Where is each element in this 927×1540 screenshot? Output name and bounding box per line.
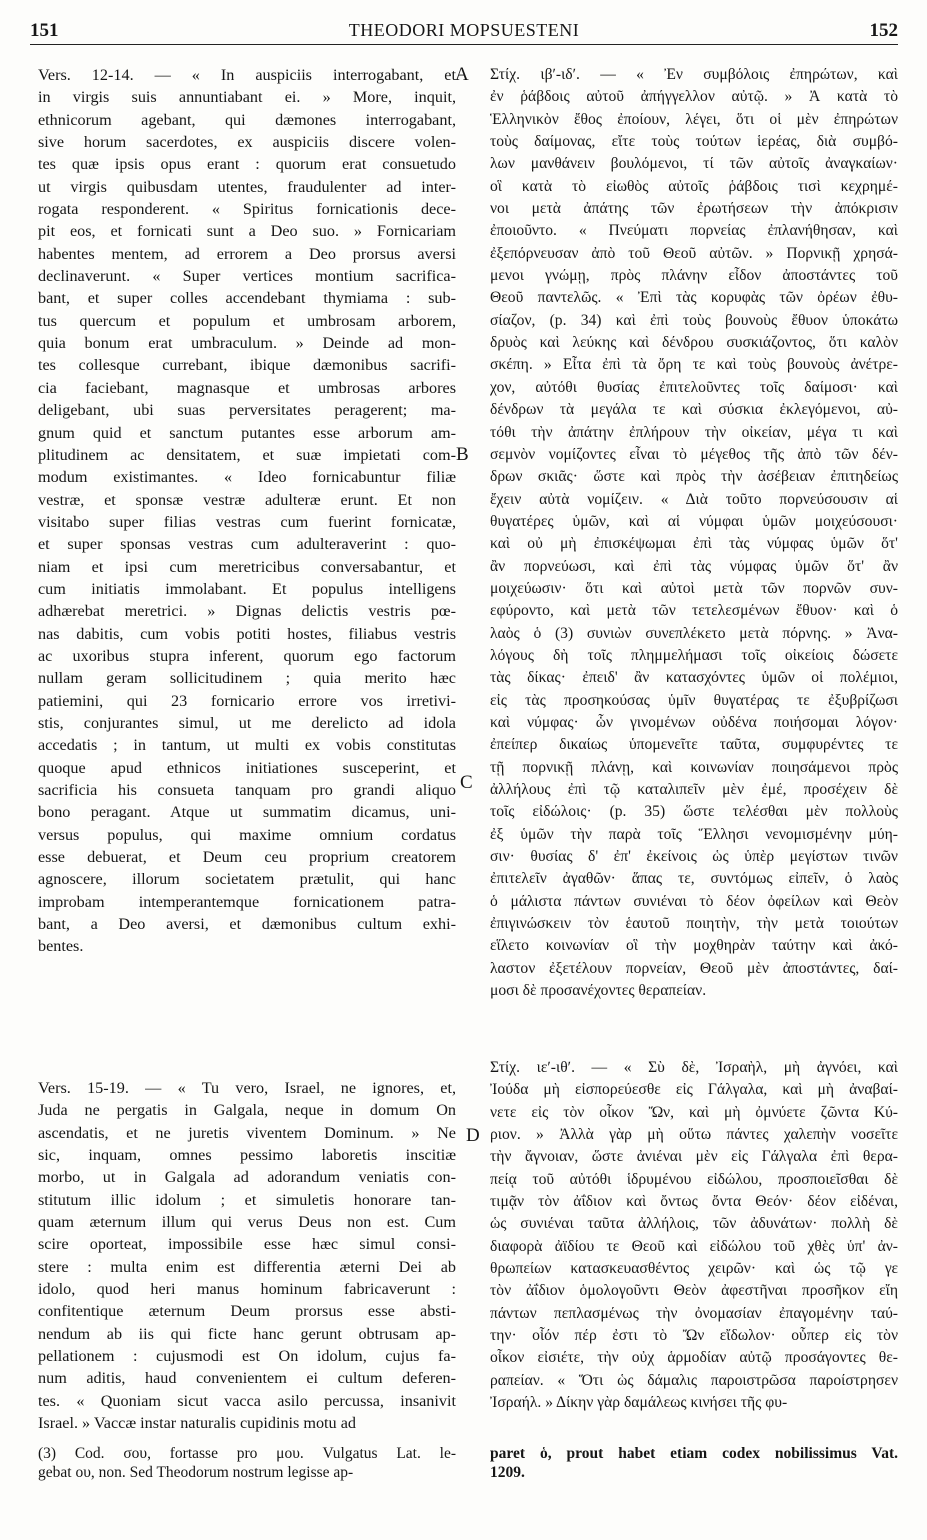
text-line: sic, inquam, omnes pessimo laboretis inscitiæ [38,1146,456,1165]
text-line: δένδρων τὰ μεγάλα τε καὶ σύσκια ἐκλεγόμενοι, αὐ- [490,401,898,419]
text-line: quoque apud ethnicos initiationes susceperint, et [38,758,456,777]
text-line: in virgis suis annuntiabant ei. » More, inquit, [38,88,456,107]
greek-text-block-2 [490,1057,898,1415]
text-line: χον, αὐτόθι θυσίας ἐπιτελοῦντες τοῖς δαίμοσι· καὶ [490,378,898,396]
text-line: cia faciebant, magnasque et umbrosas arbores [38,378,456,397]
text-line: καὶ νύμφας· ὧν γινομένων οὐδένα ποιήσομαι λόγον· [490,713,898,731]
text-line: sacrificia his consueta tanquam pro grandi aliquo [38,781,456,799]
text-line: σεμνὸν νομίζοντες εἶναι τὸ μέγεθος τῆς ἀπὸ τῶν δέν- [490,445,898,463]
text-line: nendum ab iis qui ficte hanc gerunt obtrusam ap- [38,1324,456,1343]
text-line: ὁ μάλιστα πάντων συνιέναι τὸ δέον ὀφείλων καὶ Θεὸν [490,892,898,910]
text-line: εἵλετο κοινωνίαν οἳ τὴν μοχθηρὰν ταύτην καὶ ἀκό- [490,937,898,955]
footnote-right [490,1444,898,1482]
text-line: ἀλλήλους ἐπὶ τῷ καταλιπεῖν μὲν ἐμέ, προσέχειν δὲ [490,781,898,798]
text-line: Ἰσραήλ. » Δίκην γὰρ δαμάλεως κινήσει τῆς φυ- [490,1394,788,1412]
text-line: cum initiatis immolabant. Et populus intelligens [38,579,456,598]
text-line: patiemini, qui 23 fornicario errore vos irretivi- [38,691,456,710]
text-line: adhærebat meretrici. » Dignas delictis vestris pœ- [38,602,456,621]
text-line: deligebant, ubi suas perversitates peragerent; ma- [38,401,456,420]
text-line: declinaverunt. « Super vertices montium sacrifica- [38,267,456,286]
text-line: τὸν ἀΐδιον ὁμολογοῦντι Θεὸν ἀφεστῆναι προσῆκον εἴη [490,1282,898,1300]
text-line: stere : multa enim est differentia æterni Dei ab [38,1257,456,1276]
text-line: λαστον ἐξετέλουν πορνείαν, Θεοῦ μὲν ἀποστάντες, δαί- [490,959,898,977]
text-line: vestræ, et sponsæ vestræ adulteræ erunt. Et non [38,490,456,509]
text-line: πείᾳ τοῦ αὐτόθι ἱδρυμένου εἰδώλου, προσποιεῖσθαι δὲ [490,1170,898,1188]
text-line: ραπείαν. « Ὅτι ὡς δάμαλις παροιστρῶσα παροίστρησεν [490,1371,898,1389]
text-line: paret ὁ, prout habet etiam codex nobilissimus Vat. [490,1445,898,1462]
text-line: λων μανθάνειν βουλόμενοι, τί τῶν αὐτοῖς ἀναγκαίων· [490,155,898,173]
text-line: improbam intemperantemque fornicationem patra- [38,892,456,911]
text-line: stis, conjurantes simul, ut me derelicto ad idola [38,713,456,732]
margin-marker-a: A [455,64,469,85]
text-line: νοι μετὰ ἀπάτης τῶν ἐρωτήσεων τὴν ἀπόκρισιν [490,200,898,218]
latin-text-block-1 [38,64,456,958]
text-line: Ἑλληνικὸν ἔθος ἐποίουν, λέγει, ὅτι οἱ μὲν ἐπηρώτων [490,110,898,128]
text-line: τὴν ἄγνοιαν, ὥστε ἀνιέναι μὲν εἰς Γάλγαλα ἐπὶ θερα- [490,1148,898,1166]
text-line: Israel. » Vaccæ instar naturalis cupidinis motu ad [38,1414,356,1433]
text-line: Στίχ. ιεʹ-ιθʹ. — « Σὺ δὲ, Ἰσραὴλ, μὴ ἀγνόει, καὶ [490,1059,898,1076]
text-line: ἂν πορνεύωσι, καὶ ἐπὶ τὰς νύμφας ὑμῶν ὅτ' ἂν [490,557,898,575]
text-line: οἳ κατὰ τὸ εἰωθὸς αὐτοῖς ῥάβδοις τισὶ κεχρημέ- [490,177,898,195]
text-line: gebat ου, non. Sed Theodorum nostrum legisse ap- [38,1464,354,1481]
text-line: plitudinem ac densitatem, et suæ impietati com- [38,445,456,464]
text-line: σίαζον, (p. 34) καὶ ἐπὶ τοὺς βουνοὺς ἔθυον ὑποκάτω [490,311,898,329]
text-line: πάντων πεπλασμένως τὴν ὀνομασίαν ἐπαγομένην ταύ- [490,1304,898,1322]
text-line: gnum quid et sanctum putantes esse arborum am- [38,423,456,442]
text-line: ἐπιγινώσκειν τὸν ἑαυτοῦ ποιητὴν, τὴν μετὰ τοιούτων [490,915,898,933]
text-line: num aditis, haud convenientem ei cultum deferen- [38,1369,456,1388]
text-line: scire oporteat, impossibile esse hæc simul consi- [38,1235,456,1254]
text-line: οἶκον εἰσιέτε, τὴν οὐχ ἁρμοδίαν αὐτῷ προσάγοντες θε- [490,1349,898,1367]
text-line: quam æternum illum qui verus Deus non est. Cum [38,1213,456,1232]
text-line: ἐπείπερ δικαίως ὑπομενεῖτε ταῦτα, συμφυρέντες τε [490,736,898,754]
text-line: et super sponsas vestras cum adulteraverint : quo- [38,535,456,554]
text-line: την· οἷόν πέρ ἐστι τὸ Ὤν εἴδωλον· οὗπερ εἰς τὸν [490,1327,898,1345]
text-line: versus populus, qui maxime omnium cordatus [38,825,456,844]
text-line: τὰς δίκας· ἐπειδ' ἂν κατασχόντες ὑμῶν οἱ πολέμιοι, [490,669,898,687]
text-line: bant, a Deo aversi, et dæmonibus cultum exhi- [38,915,456,934]
text-line: quia bonum erat umbraculum. » Deinde ad mon- [38,334,456,353]
text-line: morbo, ut in Galgala ad adorandum veniatis con- [38,1168,456,1187]
text-line: modum existimantes. « Ideo fornicabuntur filiæ [38,468,456,487]
text-line: ἔχειν αὐτὰ νομίζειν. « Διὰ τοῦτο πορνεύσουσιν αἱ [490,490,898,508]
text-line: εἰς τὰς προσηκούσας ὑμῖν θυγατέρας τε ἐξυβρίζωσι [490,691,898,709]
text-line: ethnicorum agebant, qui dæmones interrogabant, [38,110,456,129]
text-line: stitutum illic idolum ; et simuletis honorare tan- [38,1190,456,1209]
text-line: θρωπείων κατασκευασθέντος χειρῶν· καὶ ὡς τῷ γε [490,1260,898,1278]
text-line: pit eos, et fornicati sunt a Deo suo. » Fornicariam [38,222,456,241]
margin-marker-c: C [460,772,473,793]
text-line: idolo, quod heri manus hominum fabricaverunt : [38,1280,456,1299]
text-line: Στίχ. ιβʹ-ιδʹ. — « Ἐν συμβόλοις ἐπηρώτων, καὶ [490,66,898,83]
text-line: δρων σκιᾶς· ὥστε καὶ πρὸς τὴν ἀσέβειαν ἐπιτηδείως [490,468,898,486]
margin-marker-b: B [456,444,469,465]
text-line: agnoscere, illorum societatem prætulit, qui hanc [38,870,456,889]
text-line: νετε εἰς τὸν οἶκον Ὤν, καὶ μὴ ὀμνύετε ζῶντα Κύ- [490,1103,898,1121]
text-line: τιμᾷν τὸν ἀΐδιον καὶ ὄντως ὄντα Θεόν· δέον εἰδέναι, [490,1193,898,1211]
text-line: visitabo super filias vestras cum fuerint fornicatæ, [38,512,456,531]
text-line: Vers. 12-14. — « In auspiciis interrogabant, et [38,66,456,84]
header-rule [30,44,898,45]
text-line: λαὸς ὁ (3) συνιὼν συνεπλέκετο μετὰ πόρνης. » Ἀνα- [490,624,898,642]
page-number-right: 152 [869,20,898,41]
text-line: habentes mentem, ad errorem a Deo prorsus aversi [38,244,456,263]
text-line: διαφορὰ ἀϊδίου τε Θεοῦ καὶ εἰδώλου τοῦ χθὲς ὑπ' ἀν- [490,1237,898,1255]
text-line: esse debuerat, et Deum ceu proprium creatorem [38,848,456,867]
text-line: μενοι γνώμῃ, πρὸς πλάνην εἶδον ἀποστάντες τοῦ [490,267,898,285]
text-line: εφύροντο, καὶ μετὰ τῶν τετελεσμένων ἔθυον· καὶ ὁ [490,602,898,620]
running-title: THEODORI MOPSUESTENI [348,20,580,40]
text-line: Juda ne pergatis in Galgala, neque in domum On [38,1101,456,1120]
text-line: rogata responderent. « Spiritus fornicationis dece- [38,200,456,219]
text-line: θυγατέρες ὑμῶν, καὶ αἱ νύμφαι ὑμῶν μοιχεύσουσι· [490,512,898,530]
text-line: ἐπιτελεῖν ἀγαθῶν· ἅπας τε, συντόμως εἰπεῖν, ὁ λαὸς [490,870,898,888]
page-number-left: 151 [30,20,59,41]
text-line: tes. « Quoniam sicut vacca asilo percussa, insanivit [38,1391,456,1410]
text-line: τῇ πορνικῇ πλάνῃ, καὶ κοινωνίαν ποιησάμενοι πρὸς [490,758,898,776]
text-line: niam et ipsi cum meretricibus conversabantur, et [38,557,456,576]
text-line: λόγους δὴ τοῖς πλημμελήμασι τοῖς οἰκείοις δώσετε [490,646,898,664]
text-line: ὡς συνιέναι ταῦτα ἀλλήλοις, τῶν ἀδυνάτων· πολλὴ δὲ [490,1215,898,1233]
text-line: bant, et super colles accendebant thymiama : sub- [38,289,456,308]
text-line: confitentique æternum Deum prorsus esse absti- [38,1302,456,1321]
text-line: (3) Cod. σου, fortasse pro μου. Vulgatus Lat. le- [38,1445,456,1462]
text-line: Ἰούδα μὴ εἰσπορεύεσθε εἰς Γάλγαλα, καὶ μὴ ἀναβαί- [490,1081,898,1099]
margin-marker-d: D [466,1125,480,1146]
text-line: nullam geram sollicitudinem ; quia merito hæc [38,669,456,688]
latin-text-block-2 [38,1077,456,1435]
text-line: tes collesque currebant, ibique dæmonibus sacrifi- [38,356,456,375]
text-line: ascendatis, et ne juretis viventem Dominum. » Ne [38,1123,456,1142]
text-line: accedatis ; in tantum, ut multi ex vobis constitutas [38,736,456,755]
text-line: ἐν ῥάβδοις αὐτοῦ ἀπήγγελλον αὐτῷ. » Ἀ κατὰ τὸ [490,88,898,106]
text-line: τοὺς δαίμονας, εἴτε τοὺς τούτων ἱερέας, διὰ συμβό- [490,133,898,151]
text-line: 1209. [490,1464,525,1481]
text-line: tus quercum et populum et umbrosam arborem, [38,311,456,330]
text-line: σκέπη. » Εἶτα ἐπὶ τὰ ὄρη τε καὶ τοὺς βουνοὺς ἀνέτρε- [490,356,898,374]
footnote-left [38,1444,456,1482]
text-line: ριον. » Ἀλλὰ γὰρ μὴ οὕτω πάντες χαλεπὴν νοσεῖτε [490,1126,898,1144]
text-line: ἐξ ὑμῶν τὴν παρὰ τοῖς Ἕλλησι νενομισμένην μύη- [490,825,898,843]
text-line: nas dabitis, cum vobis potiti hostes, filiabus vestris [38,624,456,643]
text-line: δρυὸς καὶ λεύκης καὶ δένδρου συσκιάζοντος, ὅτι καλὸν [490,334,898,352]
text-line: Θεοῦ παντελῶς. « Ἐπὶ τὰς κορυφὰς τῶν ὀρέων ἐθυ- [490,289,898,307]
greek-text-block-1 [490,64,898,1002]
text-line: ut virgis quibusdam utentes, fraudulenter ad inter- [38,177,456,196]
text-line: sive horum sacerdotes, ex auspiciis discere volen- [38,133,456,152]
text-line: μοσι δὲ προσανέχοντες θεραπείαν. [490,982,707,1000]
text-line: τοῖς εἰδώλοις· (p. 35) ὥστε τελέσθαι μὲν πολλοὺς [490,803,898,821]
text-line: tes quæ ipsis opus erant : quorum erat consuetudo [38,155,456,174]
page-header [30,10,898,46]
text-line: bentes. [38,937,84,956]
text-line: καὶ οὐ μὴ ἐπισκέψωμαι ἐπὶ τὰς νύμφας ὑμῶν ὅτ' [490,535,898,553]
text-line: pellationem : cujusmodi est On idolum, cujus fa- [38,1347,456,1366]
text-line: ἐξεπόρνευσαν ἀπὸ τοῦ Θεοῦ αὐτῶν. » Πορνικῇ χρησά- [490,244,898,262]
text-line: Vers. 15-19. — « Tu vero, Israel, ne ignores, et, [38,1079,456,1097]
text-line: τόθι τὴν ἀπάτην ἐπλήρουν τὴν οἰκείαν, μέγα τι καὶ [490,423,898,441]
text-line: μοιχεύωσιν· ὅτι καὶ αὐτοὶ μετὰ τῶν πορνῶν συν- [490,579,898,597]
text-line: bono peragant. Atque ut summatim dicamus, uni- [38,803,456,822]
text-line: ἐποιοῦντο. « Πνεύματι πορνείας ἐπλανήθησαν, καὶ [490,222,898,240]
text-line: σιν· θυσίας δ' ἐπ' ἐκείνοις ὡς ὑπὲρ μεγίστων τινῶν [490,848,898,866]
text-line: ac uxoribus stupra inferent, quorum ego factorum [38,646,456,665]
